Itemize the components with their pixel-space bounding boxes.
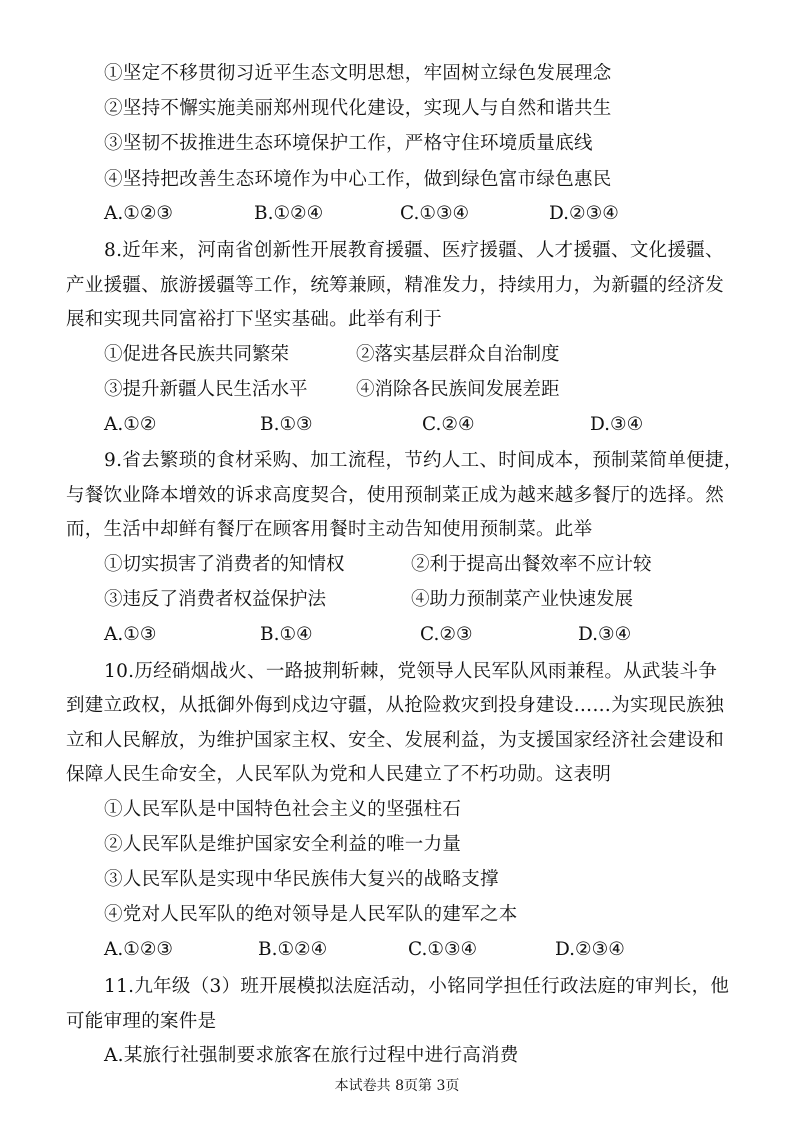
q11-stem-line-1: 11.九年级（3）班开展模拟法庭活动，小铭同学担任行政法庭的审判长，他 <box>104 976 730 997</box>
q7-statement-4: ④坚持把改善生态环境作为中心工作，做到绿色富市绿色惠民 <box>104 169 612 190</box>
q9-statement-2: ②利于提高出餐效率不应计较 <box>411 554 652 575</box>
q9-statement-4: ④助力预制菜产业快速发展 <box>411 589 634 610</box>
q7-statement-1: ①坚定不移贯彻习近平生态文明思想，牢固树立绿色发展理念 <box>104 63 612 84</box>
q7-statement-3: ③坚韧不拔推进生态环境保护工作，严格守住环境质量底线 <box>104 133 593 154</box>
q8-option-d: D.③④ <box>590 414 644 435</box>
q9-stem-line-3: 而，生活中却鲜有餐厅在顾客用餐时主动告知使用预制菜。此举 <box>66 519 593 540</box>
q8-stem-line-3: 展和实现共同富裕打下坚实基础。此举有利于 <box>66 309 443 330</box>
q7-option-c: C.①③④ <box>400 203 470 224</box>
q11-option-a: A.某旅行社强制要求旅客在旅行过程中进行高消费 <box>104 1045 519 1066</box>
q10-statement-1: ①人民军队是中国特色社会主义的坚强柱石 <box>104 799 462 820</box>
q11-stem-line-2: 可能审理的案件是 <box>66 1011 217 1032</box>
q10-option-b: B.①②④ <box>258 939 328 960</box>
q8-statement-1: ①促进各民族共同繁荣 <box>104 344 290 365</box>
q10-stem-line-4: 保障人民生命安全，人民军队为党和人民建立了不朽功勋。这表明 <box>66 764 612 785</box>
q10-statement-2: ②人民军队是维护国家安全利益的唯一力量 <box>104 834 462 855</box>
q7-statement-2: ②坚持不懈实施美丽郑州现代化建设，实现人与自然和谐共生 <box>104 98 612 119</box>
q10-option-d: D.②③④ <box>555 939 625 960</box>
q9-statement-1: ①切实损害了消费者的知情权 <box>104 554 345 575</box>
q10-statement-4: ④党对人民军队的绝对领导是人民军队的建军之本 <box>104 904 518 925</box>
q8-statement-4: ④消除各民族间发展差距 <box>356 379 560 400</box>
q8-option-c: C.②④ <box>422 414 475 435</box>
q10-stem-line-3: 立和人民解放，为维护国家主权、安全、发展利益，为支援国家经济社会建设和 <box>66 730 725 751</box>
q7-option-a: A.①②③ <box>104 203 173 224</box>
q8-statement-3: ③提升新疆人民生活水平 <box>104 379 308 400</box>
q9-stem-line-1: 9.省去繁琐的食材采购、加工流程，节约人工、时间成本，预制菜简单便捷， <box>104 450 743 471</box>
q10-stem-line-2: 到建立政权，从抵御外侮到戍边守疆，从抢险救灾到投身建设……为实现民族独 <box>66 695 725 716</box>
q9-option-c: C.②③ <box>420 624 473 645</box>
q7-option-b: B.①②④ <box>254 203 324 224</box>
q10-statement-3: ③人民军队是实现中华民族伟大复兴的战略支撑 <box>104 869 499 890</box>
q10-option-a: A.①②③ <box>104 939 173 960</box>
q10-option-c: C.①③④ <box>408 939 478 960</box>
q9-option-d: D.③④ <box>578 624 632 645</box>
q10-stem-line-1: 10.历经硝烟战火、一路披荆斩棘，党领导人民军队风雨兼程。从武装斗争 <box>104 661 718 682</box>
q8-stem-line-1: 8.近年来，河南省创新性开展教育援疆、医疗援疆、人才援疆、文化援疆、 <box>104 240 724 261</box>
q9-stem-line-2: 与餐饮业降本增效的诉求高度契合，使用预制菜正成为越来越多餐厅的选择。然 <box>66 485 725 506</box>
q9-option-b: B.①④ <box>260 624 313 645</box>
q7-option-d: D.②③④ <box>549 203 619 224</box>
q8-stem-line-2: 产业援疆、旅游援疆等工作，统筹兼顾，精准发力，持续用力，为新疆的经济发 <box>66 275 725 296</box>
q8-option-b: B.①③ <box>260 414 313 435</box>
q9-statement-3: ③违反了消费者权益保护法 <box>104 589 327 610</box>
page-footer: 本试卷共 8页第 3页 <box>334 1078 460 1094</box>
q9-option-a: A.①③ <box>104 624 157 645</box>
q8-statement-2: ②落实基层群众自治制度 <box>356 344 560 365</box>
q8-option-a: A.①② <box>104 414 157 435</box>
